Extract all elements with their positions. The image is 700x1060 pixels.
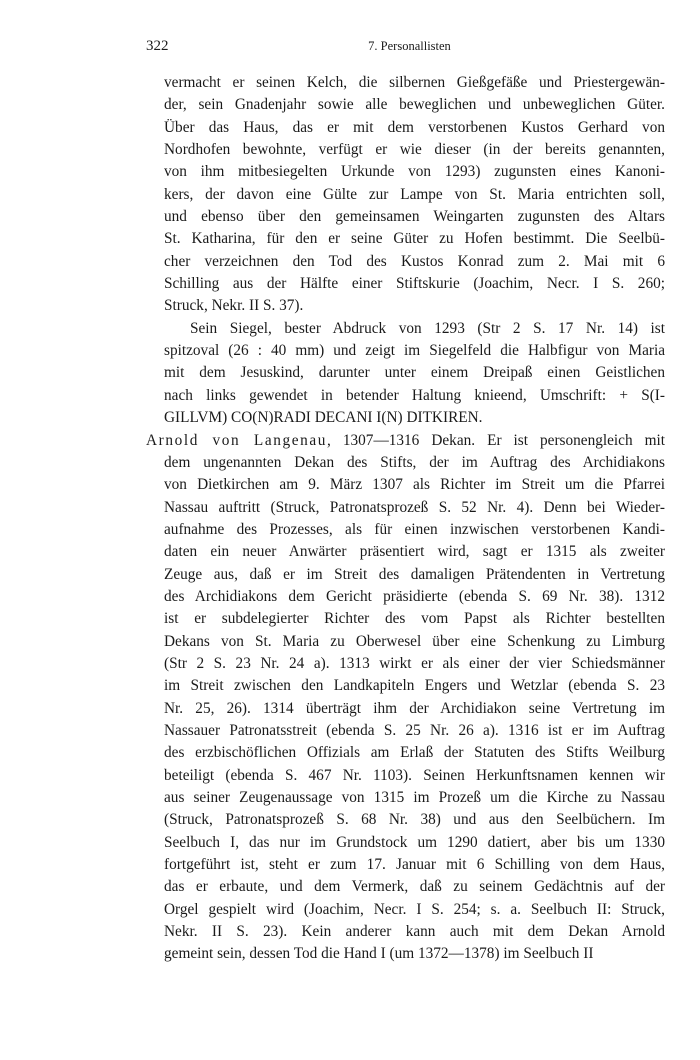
text-line: vermacht er seinen Kelch, die silbernen Gießgefäße und Priestergewän- — [164, 74, 665, 91]
text-line: beteiligt (ebenda S. 467 Nr. 1103). Seinen Herkunftsnamen kennen wir — [164, 766, 665, 784]
text-line: Seelbuch I, das nur im Grundstock um 1290 datiert, aber bis um 1330 — [164, 833, 665, 851]
text-line: und ebenso über den gemeinsamen Weingarten zugunsten des Altars — [164, 208, 665, 226]
text-line: (Str 2 S. 23 Nr. 24 a). 1313 wirkt er als einer der vier Schiedsmänner — [164, 654, 665, 672]
text-line: des erzbischöflichen Offizials am Erlaß der Statuten des Stifts Weilburg — [164, 744, 665, 762]
text-line: dem ungenannten Dekan des Stifts, der im Auftrag des Archidiakons — [164, 453, 665, 471]
entry-text: , 1307—1316 Dekan. Er ist personengleich mit — [327, 431, 666, 449]
text-line: ist er subdelegierter Richter des vom Papst als Richter bestellten — [164, 610, 665, 628]
text-line: Orgel gespielt wird (Joachim, Necr. I S. 254; s. a. Seelbuch II: Struck, — [164, 900, 665, 918]
text-line — [146, 430, 665, 452]
text-line: von ihm mitbesiegelten Urkunde von 1293) zugunsten eines Kanoni- — [164, 163, 665, 181]
text-line: GILLVM) CO(N)RADI DECANI I(N) DITKIREN. — [164, 409, 483, 427]
text-line: Nr. 25, 26). 1314 überträgt ihm der Archidiakon seine Vertretung im — [164, 699, 665, 717]
text-line: (Struck, Patronatsprozeß S. 68 Nr. 38) und aus den Seelbüchern. Im — [164, 811, 665, 829]
text-line: cher verzeichnen den Tod des Kustos Konrad zum 2. Mai mit 6 — [164, 252, 665, 270]
text-line: von Dietkirchen am 9. März 1307 als Richter im Streit um die Pfarrei — [164, 476, 665, 494]
text-line: Über das Haus, das er mit dem verstorbenen Kustos Gerhard von — [164, 118, 665, 136]
text-line: Zeuge aus, daß er im Streit des damaligen Prätendenten in Vertretung — [164, 565, 665, 583]
page-number: 322 — [146, 38, 169, 54]
text-line: Struck, Nekr. II S. 37). — [164, 297, 304, 315]
text-line: Nordhofen bewohnte, verfügt er wie dieser (in der bereits genannten, — [164, 141, 665, 159]
text-line: Sein Siegel, bester Abdruck von 1293 (Str 2 S. 17 Nr. 14) ist — [190, 319, 665, 337]
text-line: das er erbaute, und dem Vermerk, daß zu seinem Gedächtnis auf der — [164, 878, 665, 896]
text-line: aus seiner Zeugenaussage von 1315 im Prozeß um die Kirche zu Nassau — [164, 789, 665, 806]
text-line: mit dem Jesuskind, darunter unter einem Dreipaß einen Geistlichen — [164, 364, 665, 382]
text-line: der, sein Gnadenjahr sowie alle beweglichen und unbeweglichen Güter. — [164, 96, 665, 114]
text-line: gemeint sein, dessen Tod die Hand I (um 1372—1378) im Seelbuch II — [164, 945, 594, 963]
entry-name: Arnold von Langenau — [146, 431, 328, 449]
page-header — [146, 38, 665, 58]
text-line: kers, der davon eine Gülte zur Lampe von St. Maria entrichten soll, — [164, 185, 665, 203]
body-text — [146, 72, 665, 966]
text-line: spitzoval (26 : 40 mm) und zeigt im Siegelfeld die Halbfigur von Maria — [164, 342, 665, 360]
text-line: Nekr. II S. 23). Kein anderer kann auch mit dem Dekan Arnold — [164, 923, 665, 941]
text-line: St. Katharina, für den er seine Güter zu Hofen bestimmt. Die Seelbü- — [164, 230, 665, 248]
text-line: daten ein neuer Anwärter präsentiert wird, sagt er 1315 als zweiter — [164, 543, 665, 561]
text-line: aufnahme des Prozesses, als für einen inzwischen verstorbenen Kandi- — [164, 520, 665, 538]
running-title: 7. Personallisten — [368, 39, 451, 53]
text-line: Schilling aus der Hälfte einer Stiftskurie (Joachim, Necr. I S. 260; — [164, 275, 665, 293]
text-line: Dekans von St. Maria zu Oberwesel über eine Schenkung zu Limburg — [164, 632, 665, 650]
text-line: Nassauer Patronatsstreit (ebenda S. 25 Nr. 26 a). 1316 ist er im Auftrag — [164, 721, 665, 739]
text-line: des Archidiakons dem Gericht präsidierte (ebenda S. 69 Nr. 38). 1312 — [164, 587, 665, 605]
text-line: Nassau auftritt (Struck, Patronatsprozeß S. 52 Nr. 4). Denn bei Wieder- — [164, 498, 665, 516]
text-line: im Streit zwischen den Landkapiteln Engers und Wetzlar (ebenda S. 23 — [164, 677, 665, 695]
text-line: nach links gewendet in betender Haltung knieend, Umschrift: + S(I- — [164, 386, 665, 404]
text-line: fortgeführt ist, steht er zum 17. Januar mit 6 Schilling von dem Haus, — [164, 856, 665, 874]
